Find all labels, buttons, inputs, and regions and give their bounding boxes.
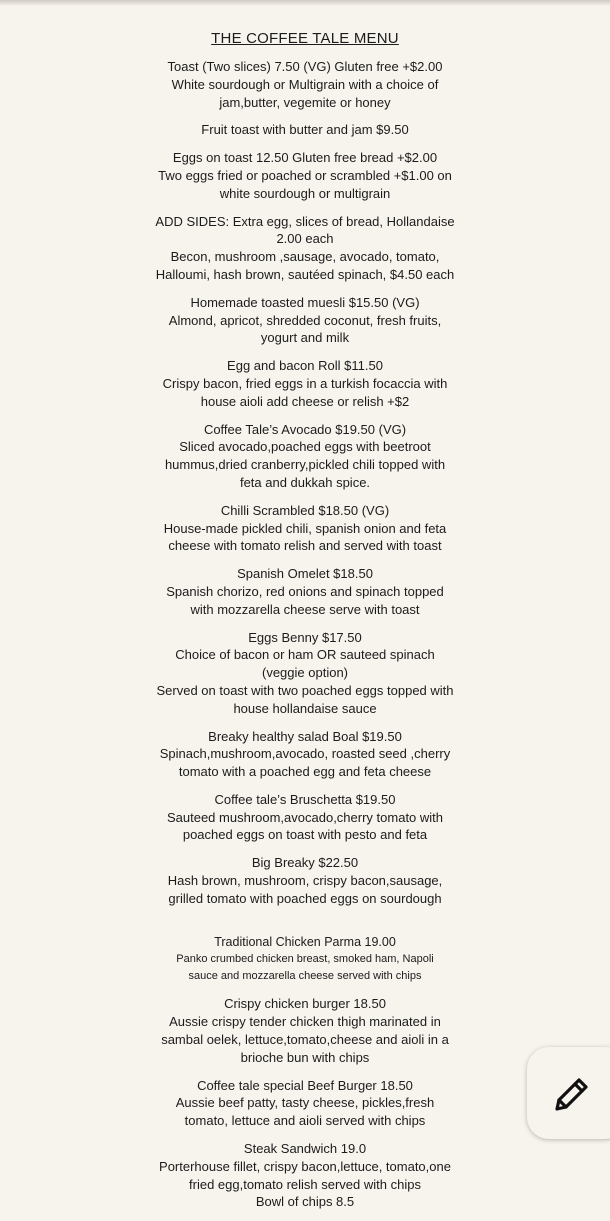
menu-item-description: Crispy bacon, fried eggs in a turkish focaccia with — [162, 375, 448, 391]
menu-document — [0, 30, 610, 1221]
menu-item-description: tomato, lettuce and aioli served with chips — [184, 1113, 426, 1129]
menu-item-title: Traditional Chicken Parma 19.00 — [214, 934, 396, 949]
menu-item-description: Served on toast with two poached eggs topped with — [156, 682, 454, 698]
menu-item-title: Eggs Benny $17.50 — [248, 629, 362, 645]
menu-item-title: Crispy chicken burger 18.50 — [224, 996, 386, 1012]
menu-item — [65, 58, 545, 111]
menu-item — [65, 357, 545, 410]
menu-item-description: Sliced avocado,poached eggs with beetroot — [179, 439, 431, 455]
menu-item-description: Sauteed mushroom,avocado,cherry tomato with — [166, 809, 444, 825]
menu-item-description: Spanish chorizo, red onions and spinach topped — [166, 583, 444, 599]
menu-item — [65, 629, 545, 718]
menu-item-description: poached eggs on toast with pesto and feta — [182, 827, 428, 843]
menu-item — [65, 995, 545, 1066]
menu-item — [65, 854, 545, 907]
menu-item — [65, 1077, 545, 1130]
menu-item-description: Halloumi, hash brown, sautéed spinach, $4.50 each — [155, 266, 455, 282]
menu-item-description: White sourdough or Multigrain with a choice of — [171, 76, 439, 92]
menu-item-title: Eggs on toast 12.50 Gluten free bread +$2.00 — [172, 150, 438, 166]
menu-item — [65, 791, 545, 844]
menu-item-description: brioche bun with chips — [240, 1049, 370, 1065]
menu-item-description: grilled tomato with poached eggs on sourdough — [168, 890, 442, 906]
menu-item-description: Two eggs fried or poached or scrambled +$1.00 on — [158, 167, 452, 183]
menu-item-description: cheese with tomato relish and served with toast — [168, 538, 442, 554]
menu-item-description: fried egg,tomato relish served with chips — [189, 1176, 421, 1192]
pencil-icon — [551, 1073, 593, 1115]
menu-item-description: Choice of bacon or ham OR sauteed spinach — [175, 647, 435, 663]
menu-item — [65, 502, 545, 555]
menu-item-description: white sourdough or multigrain — [219, 185, 391, 201]
menu-item-title: Egg and bacon Roll $11.50 — [227, 358, 383, 374]
menu-item-description: sambal oelek, lettuce,tomato,cheese and aioli in a — [161, 1032, 449, 1048]
menu-item-description: (veggie option) — [262, 665, 348, 681]
menu-title: THE COFFEE TALE MENU — [211, 30, 399, 47]
menu-items — [0, 58, 610, 1211]
menu-item-description: jam,butter, vegemite or honey — [219, 94, 391, 110]
menu-item-description: tomato with a poached egg and feta cheese — [178, 764, 432, 780]
menu-item — [65, 1140, 545, 1211]
menu-item-description: Spinach,mushroom,avocado, roasted seed ,cherry — [159, 746, 451, 762]
menu-item-description: Becon, mushroom ,sausage, avocado, tomato, — [170, 249, 440, 265]
menu-item-description: Panko crumbed chicken breast, smoked ham, Napoli — [176, 953, 434, 966]
menu-item-title: Toast (Two slices) 7.50 (VG) Gluten free +$2.00 — [167, 59, 443, 74]
menu-item-description: feta and dukkah spice. — [239, 474, 371, 490]
menu-item-description: Almond, apricot, shredded coconut, fresh fruits, — [168, 312, 442, 328]
menu-item-description: Porterhouse fillet, crispy bacon,lettuce, tomato,one — [159, 1158, 451, 1174]
menu-item — [65, 565, 545, 618]
menu-item-title: Homemade toasted muesli $15.50 (VG) — [190, 294, 420, 310]
menu-item-title: Breaky healthy salad Boal $19.50 — [208, 728, 402, 744]
menu-item-description: house aioli add cheese or relish +$2 — [200, 393, 410, 409]
menu-item-title: Fruit toast with butter and jam $9.50 — [201, 122, 409, 138]
menu-item-title: Steak Sandwich 19.0 — [243, 1141, 367, 1157]
menu-item — [65, 934, 545, 986]
edit-button[interactable] — [527, 1047, 610, 1139]
menu-item-title: Coffee tale’s Bruschetta $19.50 — [214, 791, 396, 807]
menu-item — [65, 294, 545, 347]
menu-item-title: Coffee tale special Beef Burger 18.50 — [197, 1077, 413, 1093]
menu-item-description: Aussie crispy tender chicken thigh marinated in — [169, 1014, 441, 1030]
menu-item-title: ADD SIDES: Extra egg, slices of bread, Hollandaise — [155, 213, 455, 229]
menu-item-description: hummus,dried cranberry,pickled chili topped with — [164, 457, 446, 473]
menu-item-description: Bowl of chips 8.5 — [255, 1194, 355, 1210]
menu-item-title: Chilli Scrambled $18.50 (VG) — [220, 502, 390, 518]
menu-item — [65, 121, 545, 139]
menu-item-description: house hollandaise sauce — [233, 700, 377, 716]
menu-item-description: with mozzarella cheese serve with toast — [190, 601, 420, 617]
menu-item-description: Aussie beef patty, tasty cheese, pickles,fresh — [175, 1095, 435, 1111]
menu-item — [65, 213, 545, 284]
menu-item — [65, 421, 545, 492]
menu-item-title: Spanish Omelet $18.50 — [237, 566, 373, 582]
menu-item-title: Coffee Tale’s Avocado $19.50 (VG) — [203, 421, 407, 437]
menu-item-description: yogurt and milk — [260, 330, 350, 346]
menu-item — [65, 149, 545, 202]
top-shadow — [0, 0, 610, 6]
menu-item-description: 2.00 each — [276, 231, 334, 247]
menu-item-description: sauce and mozzarella cheese served with chips — [188, 970, 422, 983]
menu-item-title: Big Breaky $22.50 — [251, 855, 359, 871]
menu-item-description: House-made pickled chili, spanish onion and feta — [163, 520, 447, 536]
menu-item — [65, 728, 545, 781]
menu-item-description: Hash brown, mushroom, crispy bacon,sausage, — [167, 873, 443, 889]
